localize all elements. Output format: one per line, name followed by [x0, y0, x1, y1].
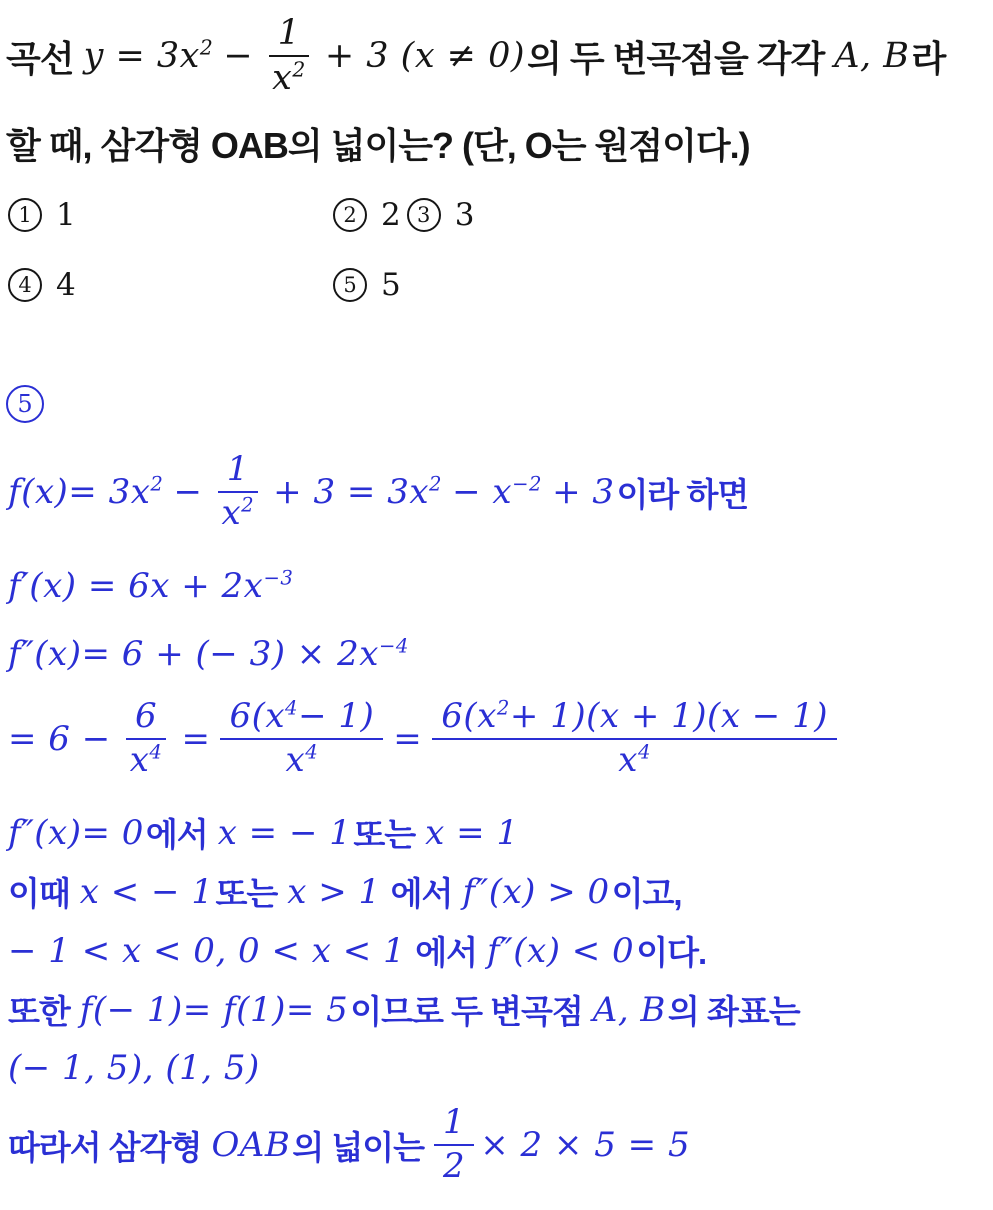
- math-continued: [273, 472, 442, 512]
- korean-ttohan: 또한: [8, 993, 70, 1030]
- question-line-2: [6, 118, 989, 169]
- fraction-denominator: [121, 740, 172, 779]
- solution-line-7: [8, 927, 989, 974]
- solution-line-6: [8, 868, 989, 915]
- solution-line-2: [8, 563, 989, 609]
- korean-eseo: 에서: [415, 934, 477, 971]
- circled-4-icon: [8, 268, 42, 302]
- fraction-denominator: 2: [443, 1146, 466, 1186]
- fraction-numerator: 1: [434, 1105, 474, 1146]
- choice-5-value: 5: [381, 267, 401, 303]
- denominator-exponent: 2: [292, 57, 306, 82]
- fraction-1-over-2: [434, 1102, 474, 1186]
- korean-eseo: 에서: [390, 875, 453, 912]
- korean-area-is: 의 넓이는: [292, 1128, 425, 1166]
- fraction-numerator: 1: [269, 15, 310, 57]
- minus-sign: −: [173, 472, 203, 512]
- answer-choices: [8, 197, 989, 303]
- exponent: 2: [150, 472, 164, 496]
- fraction-factored-1: [220, 696, 383, 780]
- triangle-oab: OAB: [211, 1125, 291, 1165]
- choice-1-value: 1: [56, 197, 76, 233]
- circled-5-digit: 5: [343, 272, 357, 297]
- circled-2-icon: [333, 198, 367, 232]
- denominator-base: x: [129, 740, 150, 780]
- f-double-prime-negative: f″(x) < 0: [486, 930, 635, 971]
- answer-marker: [6, 385, 989, 423]
- fraction-1-over-x2: [263, 15, 315, 97]
- numerator-text-2: − 1): [298, 696, 375, 737]
- fraction-1-over-x2: [212, 449, 263, 533]
- denominator-base: x: [618, 740, 638, 780]
- circled-2-digit: 2: [343, 202, 357, 227]
- question-text-2: 할 때, 삼각형 OAB의 넓이는? (단, O는 원점이다.): [6, 125, 750, 166]
- area-calculation: × 2 × 5 = 5: [480, 1125, 691, 1165]
- answer-circled-5-icon: [6, 385, 44, 423]
- korean-coords: 의 좌표는: [667, 993, 800, 1030]
- fraction-6-over-x4: [121, 696, 172, 780]
- x-less-than-minus-1: x < − 1: [79, 871, 214, 912]
- curve-equation-lhs: [84, 36, 214, 76]
- choice-5: [333, 267, 989, 303]
- denominator-base: x: [285, 740, 306, 780]
- exponent: −2: [512, 472, 543, 496]
- math-text: f(x)= 3x: [8, 472, 151, 512]
- solution-line-9: [8, 1045, 989, 1091]
- points-a-b: A, B: [834, 36, 910, 76]
- exponent: 2: [429, 472, 443, 496]
- math-text: + 3 = 3x: [273, 472, 430, 512]
- interval-conditions: − 1 < x < 0, 0 < x < 1: [8, 930, 406, 971]
- x-equals-minus-1: x = − 1: [217, 812, 352, 853]
- question-text-suffix: 라: [911, 37, 946, 79]
- numerator-text: 6(x: [441, 696, 497, 737]
- equation-condition: + 3 (x ≠ 0): [324, 36, 526, 76]
- exponent: −3: [263, 566, 294, 590]
- minus-sign: −: [223, 36, 254, 76]
- equals-sign: =: [181, 719, 211, 759]
- f-double-prime-positive: f″(x) > 0: [462, 871, 610, 912]
- points-a-b: A, B: [592, 989, 666, 1030]
- fraction-denominator: [277, 740, 328, 779]
- answer-digit: 5: [17, 390, 33, 418]
- math-text: f′(x) = 6x + 2x: [8, 566, 264, 606]
- math-plus-3: + 3: [552, 472, 615, 512]
- fraction-denominator: [609, 740, 660, 779]
- numerator-exponent: 4: [285, 696, 299, 720]
- x-greater-than-1: x > 1: [287, 871, 381, 912]
- choice-4-value: 4: [56, 267, 76, 303]
- korean-or: 또는: [215, 875, 278, 912]
- denominator-exponent: 4: [305, 740, 319, 764]
- choice-2-and-3: [333, 197, 989, 233]
- fraction-numerator: 6: [126, 699, 166, 740]
- korean-ittae: 이때: [8, 875, 70, 912]
- numerator-exponent: 2: [496, 696, 510, 720]
- solution-line-3: [8, 631, 989, 677]
- fraction-numerator: [432, 696, 837, 740]
- question-line-1: [6, 8, 989, 104]
- fraction-numerator: [220, 696, 383, 740]
- fraction-numerator: 1: [218, 452, 258, 493]
- equation-text: y = 3x: [83, 36, 200, 76]
- numerator-text: 6(x: [229, 696, 286, 737]
- equals-sign-2: =: [393, 719, 423, 759]
- solution-line-10: [8, 1101, 989, 1189]
- f-double-prime-equation: [8, 634, 409, 674]
- denominator-base: x: [272, 58, 293, 98]
- choice-4: [8, 267, 333, 303]
- denominator-exponent: 2: [241, 493, 255, 517]
- fraction-factored-2: [432, 696, 837, 780]
- fraction-denominator: [263, 57, 315, 97]
- circled-1-icon: [8, 198, 42, 232]
- korean-therefore: 따라서 삼각형: [8, 1128, 202, 1166]
- choice-3-value: 3: [454, 197, 475, 233]
- circled-3-digit: 3: [417, 202, 431, 227]
- coordinate-pairs: (− 1, 5), (1, 5): [8, 1048, 260, 1088]
- korean-suffix: 이라 하면: [616, 475, 749, 513]
- circled-4-digit: 4: [18, 272, 32, 297]
- equals-6-minus: = 6 −: [8, 719, 111, 759]
- exponent: −4: [378, 634, 409, 658]
- denominator-exponent: 4: [637, 740, 652, 764]
- fraction-denominator: [212, 493, 263, 532]
- question-text-mid: 의 두 변곡점을 각각: [527, 37, 825, 79]
- solution-line-4: [8, 689, 989, 789]
- math-text: − x: [452, 472, 513, 512]
- choice-2-value: 2: [381, 197, 401, 233]
- korean-eseo: 에서: [145, 816, 208, 853]
- circled-5-icon: [333, 268, 367, 302]
- exponent: 2: [199, 35, 214, 60]
- solution-line-5: [8, 809, 989, 856]
- question-prefix: 곡선: [6, 37, 74, 79]
- solution-line-8: [8, 986, 989, 1033]
- numerator-text-2: + 1)(x + 1)(x − 1): [509, 696, 828, 737]
- x-equals-1: x = 1: [425, 812, 519, 853]
- math-continued-2: [452, 472, 542, 512]
- circled-1-digit: 1: [18, 202, 32, 227]
- circled-3-icon: [407, 198, 441, 232]
- denominator-exponent: 4: [149, 740, 163, 764]
- solution-line-1: [8, 451, 989, 533]
- choice-1: [8, 197, 333, 233]
- korean-ida: 이다.: [636, 934, 707, 971]
- korean-igo: 이고,: [611, 875, 682, 912]
- f-values-equal-5: f(− 1)= f(1)= 5: [79, 989, 349, 1030]
- math-text: f″(x)= 6 + (− 3) × 2x: [8, 634, 379, 674]
- f-double-prime-zero: f″(x)= 0: [8, 812, 144, 853]
- f-prime-equation: [8, 566, 293, 606]
- denominator-base: x: [221, 493, 242, 533]
- korean-imeuro: 이므로 두 변곡점: [350, 993, 583, 1030]
- korean-or: 또는: [353, 816, 416, 853]
- fx-definition: [8, 472, 163, 512]
